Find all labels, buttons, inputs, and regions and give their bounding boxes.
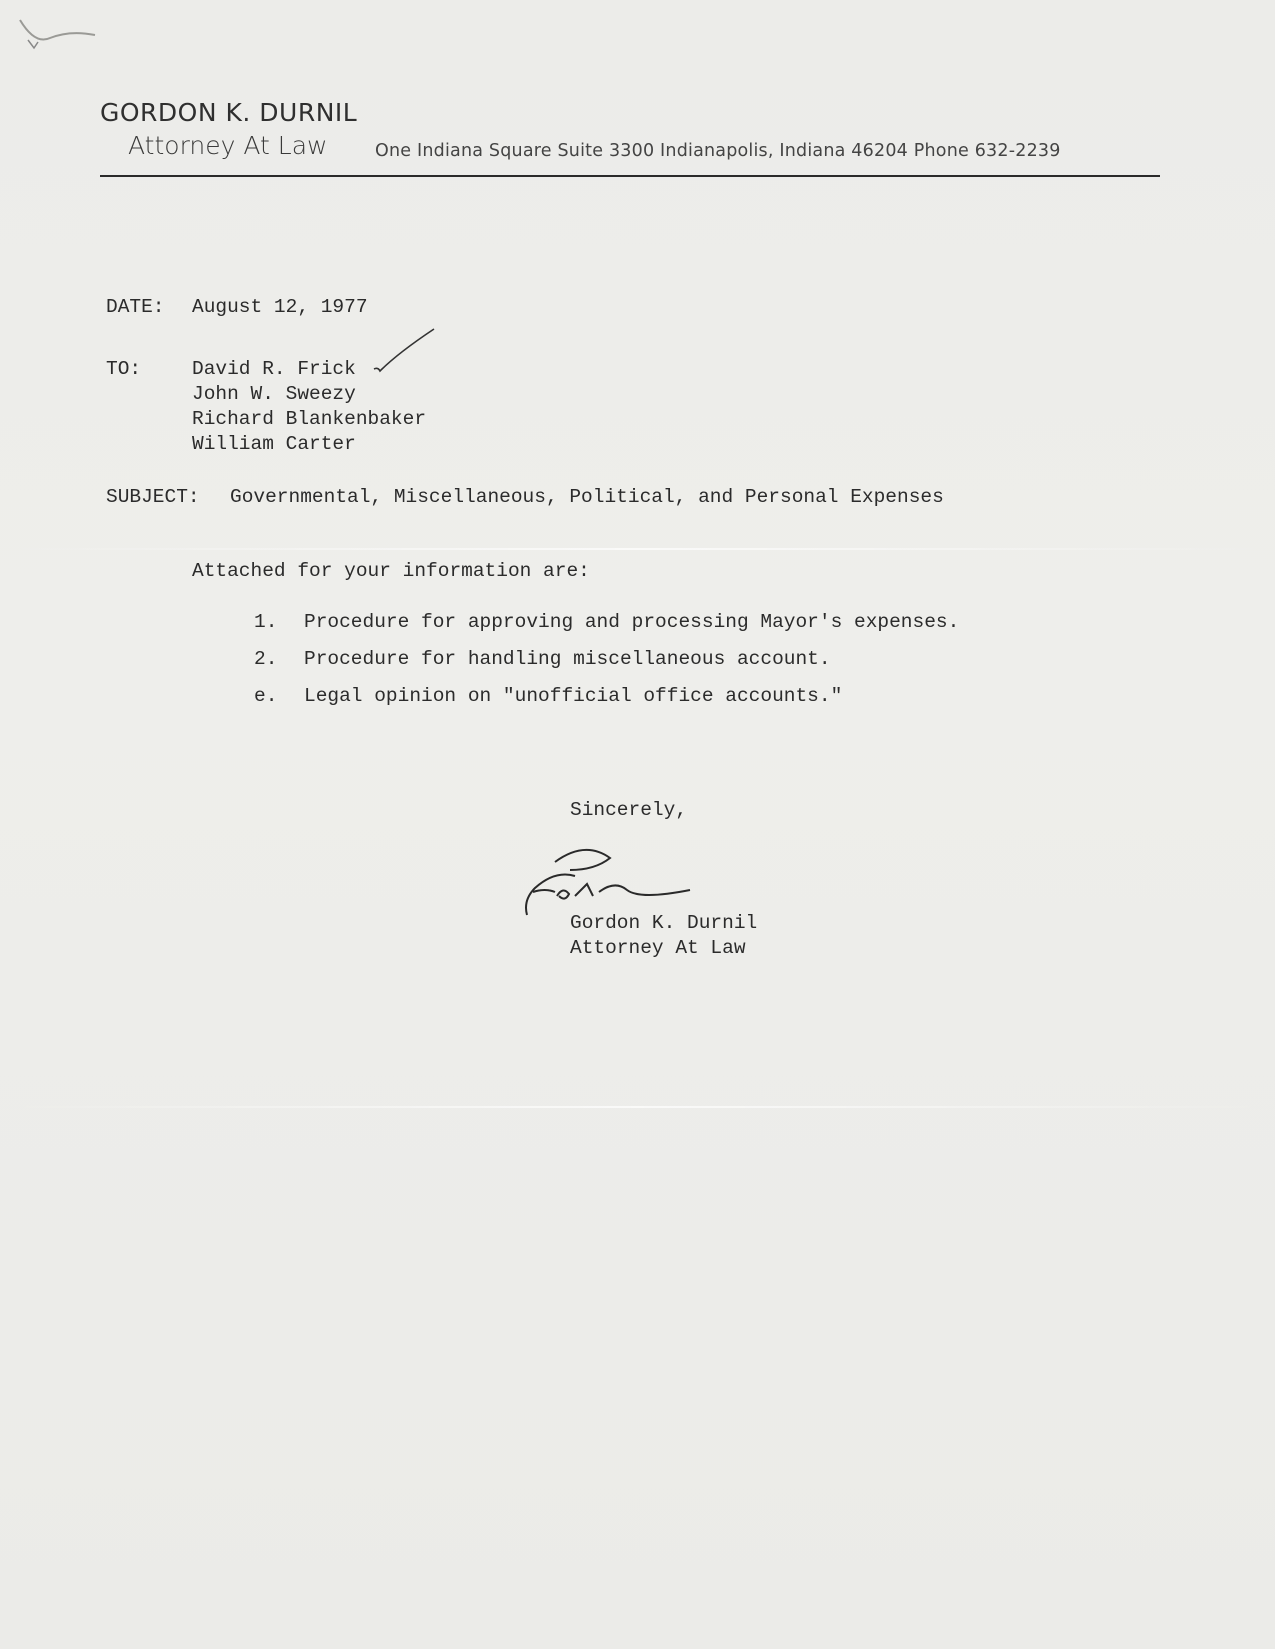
subject-value: Governmental, Miscellaneous, Political, and Personal Expenses [230, 486, 944, 508]
recipient: William Carter [192, 433, 356, 455]
recipient: Richard Blankenbaker [192, 408, 427, 430]
paper-fold [0, 548, 1275, 550]
checkmark-icon [368, 325, 438, 377]
closing-salutation: Sincerely, [570, 799, 688, 821]
signer-title: Attorney At Law [570, 937, 746, 959]
letterhead-address: One Indiana Square Suite 3300 Indianapolis, Indiana 46204 Phone 632-2239 [375, 141, 1061, 161]
list-item: Procedure for handling miscellaneous account. [304, 648, 831, 670]
to-label: TO: [106, 358, 142, 380]
paper-fold [0, 1106, 1275, 1108]
signature-image [515, 840, 735, 920]
recipient: John W. Sweezy [192, 383, 356, 405]
letterhead-title: Attorney At Law [128, 131, 328, 160]
list-item-marker: e. [254, 685, 278, 707]
list-item-marker: 2. [254, 648, 278, 670]
letterhead-name: GORDON K. DURNIL [100, 98, 358, 127]
signer-name: Gordon K. Durnil [570, 912, 758, 934]
body-intro: Attached for your information are: [192, 560, 590, 582]
list-item: Legal opinion on "unofficial office accounts." [304, 685, 843, 707]
letterhead-rule [100, 175, 1160, 177]
subject-label: SUBJECT: [106, 486, 200, 508]
date-value: August 12, 1977 [192, 296, 368, 318]
list-item: Procedure for approving and processing Mayor's expenses. [304, 611, 960, 633]
torn-corner [0, 0, 110, 70]
date-label: DATE: [106, 296, 165, 318]
recipient: David R. Frick [192, 358, 356, 380]
list-item-marker: 1. [254, 611, 278, 633]
